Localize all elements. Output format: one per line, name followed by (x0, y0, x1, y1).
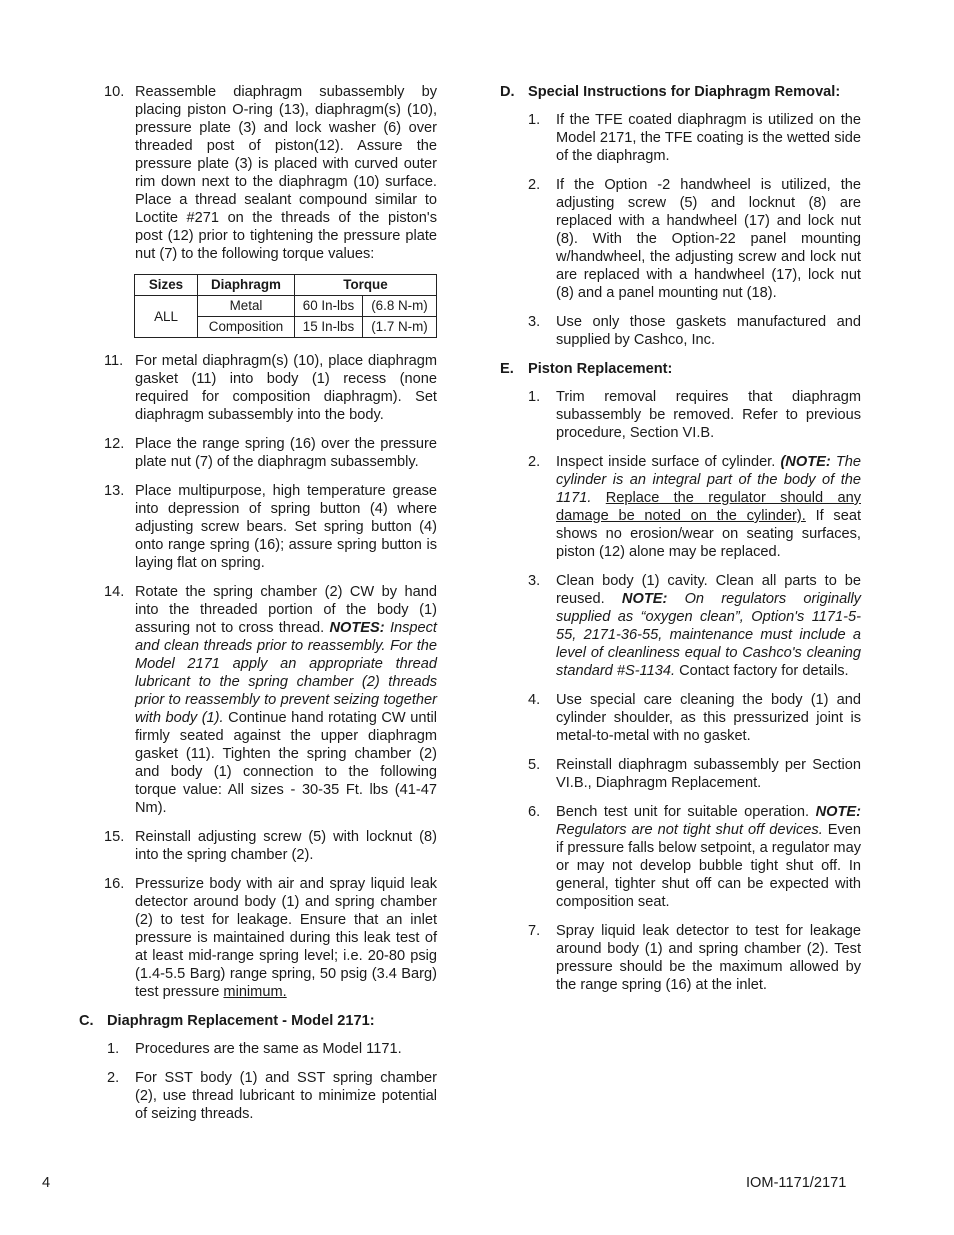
underlined-text: Replace the regulator should any damage be noted on the cylinder). (556, 490, 861, 524)
step-number: 1. (528, 112, 541, 128)
right-column (500, 83, 861, 1005)
step-text: Clean body (1) cavity. Clean all parts to be reused. (556, 573, 861, 607)
step-number: 3. (528, 573, 541, 589)
step-number: 2. (528, 454, 541, 470)
step-text-continued: Contact factory for details. (679, 663, 849, 679)
note-text: On regulators originally supplied as “oxygen clean”, Option's 1171-5-55, 2171-36-55, maintenance must include a level of cleanliness equal to Cashco's cleaning standard #S-1134. (556, 591, 861, 679)
section-letter: E. (500, 361, 514, 377)
step-number: 11. (104, 353, 124, 369)
document-id: IOM-1171/2171 (746, 1175, 847, 1191)
note-text: Inspect and clean threads prior to reassembly. For the Model 2171 apply an appropriate thread lubricant to the spring chamber (2) threads prior to reassembly to prevent seizing together with body (1). (135, 620, 437, 726)
cell-inlbs: 60 In-lbs (295, 296, 363, 317)
section-c-list (79, 1040, 437, 1123)
step-16 (79, 875, 437, 1001)
step-12 (79, 435, 437, 471)
step-text: If the TFE coated diaphragm is utilized on the Model 2171, the TFE coating is the wetted side of the diaphragm. (556, 112, 861, 164)
step-14 (79, 583, 437, 817)
note-text: The cylinder is an integral part of the body of the 1171. (556, 454, 861, 506)
step-text: Use special care cleaning the body (1) and cylinder shoulder, as this pressurized joint is metal-to-metal with no gasket. (556, 692, 861, 744)
note-label: NOTE: (815, 804, 861, 820)
page-number: 4 (42, 1175, 51, 1191)
note-label: NOTES: (329, 620, 385, 636)
table-row (135, 296, 437, 317)
section-letter: C. (79, 1013, 94, 1029)
note-label: NOTE: (621, 591, 668, 607)
list-item (500, 453, 861, 561)
header-diaphragm: Diaphragm (198, 275, 295, 296)
list-item (500, 176, 861, 302)
left-column (79, 83, 437, 1134)
underlined-text: minimum. (223, 984, 287, 1000)
step-number: 10. (104, 84, 125, 100)
section-title: Piston Replacement: (528, 361, 673, 377)
step-text: Rotate the spring chamber (2) CW by hand into the threaded portion of the body (1) assuring not to cross thread. (135, 584, 437, 636)
step-15 (79, 828, 437, 864)
list-item (500, 691, 861, 745)
section-e-list (500, 388, 861, 994)
step-text: Place multipurpose, high temperature grease into depression of spring button (4) where adjusting screw bears. Set spring button (4) onto range spring (16); assure spring button is laying flat on spring. (135, 483, 437, 571)
list-item (500, 572, 861, 680)
step-number: 1. (107, 1041, 120, 1057)
list-item (500, 922, 861, 994)
header-torque: Torque (295, 275, 437, 296)
section-letter: D. (500, 84, 515, 100)
table-header-row (135, 275, 437, 296)
list-item (500, 313, 861, 349)
cell-nm: (6.8 N-m) (362, 296, 436, 317)
step-text: Spray liquid leak detector to test for leakage around body (1) and spring chamber (2). Test pressure should be the maximum allowed by the range spring (16) at the inlet. (556, 923, 861, 993)
cell-size: ALL (135, 296, 198, 338)
step-number: 2. (528, 177, 541, 193)
section-title: Diaphragm Replacement - Model 2171: (107, 1013, 375, 1029)
step-text: Bench test unit for suitable operation. (556, 804, 810, 820)
step-number: 13. (104, 483, 125, 499)
step-text: Inspect inside surface of cylinder. (556, 454, 776, 470)
cell-nm: (1.7 N-m) (362, 317, 436, 338)
section-d-heading (500, 83, 861, 101)
section-d-list (500, 111, 861, 349)
step-text: Use only those gaskets manufactured and supplied by Cashco, Inc. (556, 314, 861, 348)
step-text: Pressurize body with air and spray liquid leak detector around body (1) and spring chamber (2) to test for leakage. Ensure that an inlet pressure is maintained during this leak test of at least mid-range spring level; i.e. 20-80 psig (1.4-5.5 Barg) range spring, 50 psig (3.4 Barg) test pressure (135, 876, 437, 1000)
step-text-continued: If seat shows no erosion/wear on seating surfaces, piston (12) alone may be replaced. (556, 508, 861, 560)
step-number: 6. (528, 804, 541, 820)
step-number: 4. (528, 692, 541, 708)
note-text: Regulators are not tight shut off devices. (556, 822, 823, 838)
list-item (500, 111, 861, 165)
list-item (79, 1040, 437, 1058)
cell-inlbs: 15 In-lbs (295, 317, 363, 338)
step-text: Reinstall adjusting screw (5) with locknut (8) into the spring chamber (2). (135, 829, 437, 863)
step-number: 2. (107, 1070, 120, 1086)
section-e-heading (500, 360, 861, 378)
step-13 (79, 482, 437, 572)
step-text: Procedures are the same as Model 1171. (135, 1041, 402, 1057)
step-number: 16. (104, 876, 125, 892)
step-number: 7. (528, 923, 541, 939)
section-c-heading (79, 1012, 437, 1030)
section-title: Special Instructions for Diaphragm Removal: (528, 84, 841, 100)
step-number: 15. (104, 829, 125, 845)
step-text: For metal diaphragm(s) (10), place diaphragm gasket (11) into body (1) recess (none required for composition diaphragm). Set diaphragm subassembly into the body. (135, 353, 437, 423)
torque-table (134, 274, 437, 338)
step-text: Reinstall diaphragm subassembly per Section VI.B., Diaphragm Replacement. (556, 757, 861, 791)
list-item (500, 388, 861, 442)
step-text-continued: Continue hand rotating CW until firmly seated against the upper diaphragm gasket (11). Tighten the spring chamber (2) and body (1) connection to the following torque value: All sizes - 30-35 Ft. lbs (41-47 Nm). (135, 710, 437, 816)
step-number: 5. (528, 757, 541, 773)
step-10 (79, 83, 437, 263)
cell-diaphragm: Composition (198, 317, 295, 338)
step-number: 12. (104, 436, 125, 452)
step-number: 1. (528, 389, 541, 405)
header-sizes: Sizes (135, 275, 198, 296)
step-number: 3. (528, 314, 541, 330)
list-item (79, 1069, 437, 1123)
list-item (500, 756, 861, 792)
step-number: 14. (104, 584, 125, 600)
step-text: Place the range spring (16) over the pressure plate nut (7) of the diaphragm subassembly. (135, 436, 437, 470)
cell-diaphragm: Metal (198, 296, 295, 317)
list-item (500, 803, 861, 911)
step-text: For SST body (1) and SST spring chamber (2), use thread lubricant to minimize potential of seizing threads. (135, 1070, 437, 1122)
step-11 (79, 352, 437, 424)
step-text: If the Option -2 handwheel is utilized, the adjusting screw (5) and locknut (8) are replaced with a handwheel (17) and lock nut (8). With the Option-22 panel mounting w/handwheel, the adjusting screw and lock nut are replaced with a handwheel (17), lock nut (8) and a panel mounting nut (18). (556, 177, 861, 301)
step-text: Reassemble diaphragm subassembly by placing piston O-ring (13), diaphragm(s) (10), pressure plate (3) and lock washer (6) over threaded post of piston(12). Assure the pressure plate (3) is placed with curved outer rim down next to the diaphragm (10) surface. Place a thread sealant compound similar to Loctite #271 on the threads of the piston's post (12) prior to tightening the pressure plate nut (7) to the following torque values: (135, 84, 437, 262)
note-label: (NOTE: (780, 454, 831, 470)
step-text: Trim removal requires that diaphragm subassembly be removed. Refer to previous procedure, Section VI.B. (556, 389, 861, 441)
step-text-continued: Even if pressure falls below setpoint, a regulator may or may not develop bubble tight shut off. In general, tighter shut off can be expected with composition seat. (556, 822, 861, 910)
